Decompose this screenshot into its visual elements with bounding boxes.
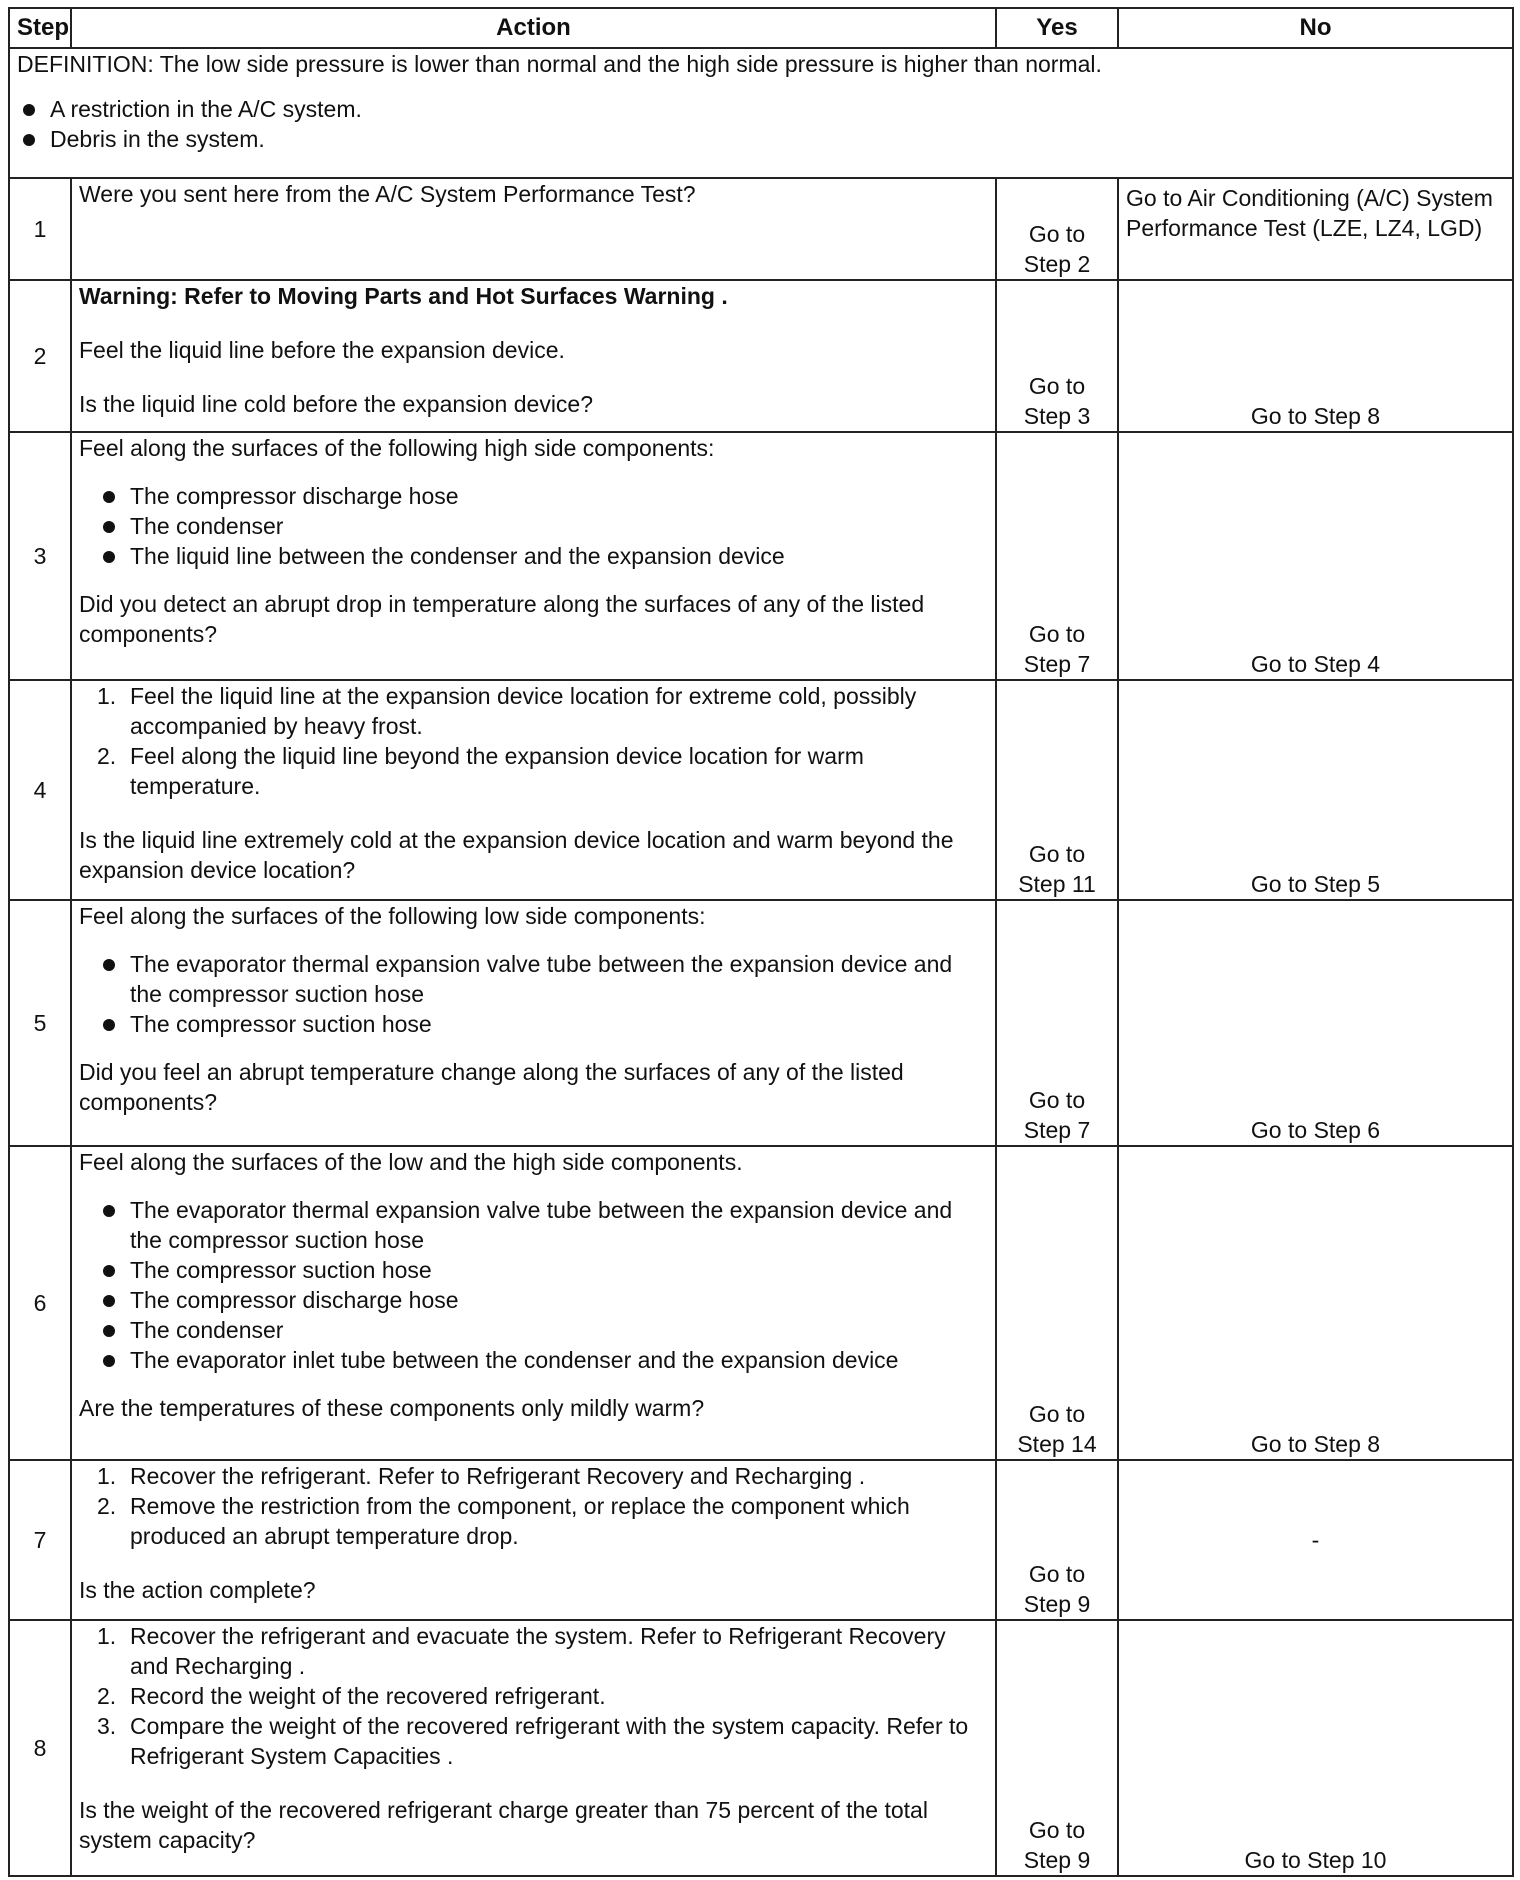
- list-item: 2. Record the weight of the recovered refrigerant.: [97, 1683, 606, 1709]
- no-cell: Go to Air Conditioning (A/C) System Performance Test (LZE, LZ4, LGD): [1118, 178, 1513, 280]
- step-question: Is the weight of the recovered refrigerant charge greater than 75 percent of the total system capacity?: [79, 1797, 928, 1853]
- table-row: [9, 900, 1513, 1146]
- step-number: 3: [9, 432, 71, 680]
- list-item: The condenser: [97, 1315, 988, 1345]
- step-question: Is the liquid line extremely cold at the expansion device location and warm beyond the expansion device location?: [79, 827, 954, 883]
- table-row: [9, 280, 1513, 432]
- action-cell: [71, 680, 996, 900]
- no-cell: Go to Step 8: [1118, 1146, 1513, 1460]
- action-cell: [71, 178, 996, 280]
- step-number: 5: [9, 900, 71, 1146]
- no-cell: Go to Step 4: [1118, 432, 1513, 680]
- component-list: [79, 949, 988, 1039]
- step-question: Is the liquid line cold before the expansion device?: [79, 391, 594, 417]
- list-item: The compressor suction hose: [97, 1255, 988, 1285]
- no-cell: Go to Step 10: [1118, 1620, 1513, 1876]
- header-row: [9, 8, 1513, 48]
- numbered-list: [79, 1621, 988, 1771]
- step-intro: Feel along the surfaces of the following low side components:: [79, 903, 706, 929]
- definition-text: DEFINITION: The low side pressure is lower than normal and the high side pressure is higher than normal.: [17, 51, 1102, 77]
- step-intro: Feel along the surfaces of the following high side components:: [79, 435, 715, 461]
- header-step: Step: [9, 8, 71, 48]
- list-item: 2. Feel along the liquid line beyond the expansion device location for warm temperature.: [97, 743, 864, 799]
- list-item: The evaporator thermal expansion valve tube between the expansion device and the compressor suction hose: [97, 1195, 988, 1255]
- list-item: The condenser: [97, 511, 988, 541]
- no-cell: Go to Step 5: [1118, 680, 1513, 900]
- yes-cell: Go to Step 9: [996, 1620, 1118, 1876]
- list-item: The liquid line between the condenser and the expansion device: [97, 541, 988, 571]
- yes-cell: Go to Step 9: [996, 1460, 1118, 1620]
- warning-text: Warning: Refer to Moving Parts and Hot Surfaces Warning .: [79, 283, 728, 309]
- list-item: 1. Recover the refrigerant. Refer to Refrigerant Recovery and Recharging .: [97, 1463, 866, 1489]
- step-question: Are the temperatures of these components only mildly warm?: [79, 1395, 705, 1421]
- diagnostic-table: [8, 7, 1514, 1877]
- no-cell: Go to Step 6: [1118, 900, 1513, 1146]
- table-row: [9, 178, 1513, 280]
- component-list: [79, 481, 988, 571]
- yes-cell: Go to Step 7: [996, 432, 1118, 680]
- definition-cell: [9, 48, 1513, 178]
- table-row: [9, 432, 1513, 680]
- action-cell: [71, 1460, 996, 1620]
- list-item: The compressor suction hose: [97, 1009, 988, 1039]
- no-cell: -: [1118, 1460, 1513, 1620]
- action-cell: [71, 280, 996, 432]
- step-number: 7: [9, 1460, 71, 1620]
- header-no: No: [1118, 8, 1513, 48]
- table-row: [9, 1620, 1513, 1876]
- list-item: The evaporator inlet tube between the condenser and the expansion device: [97, 1345, 988, 1375]
- table-row: [9, 680, 1513, 900]
- table-row: [9, 1460, 1513, 1620]
- yes-cell: Go to Step 3: [996, 280, 1118, 432]
- step-text: Feel the liquid line before the expansion device.: [79, 337, 565, 363]
- step-number: 2: [9, 280, 71, 432]
- list-item: 2. Remove the restriction from the component, or replace the component which produced an abrupt temperature drop.: [97, 1493, 910, 1549]
- header-action: Action: [71, 8, 996, 48]
- numbered-list: [79, 681, 988, 801]
- list-item: 1. Feel the liquid line at the expansion device location for extreme cold, possibly accompanied by heavy frost.: [97, 683, 917, 739]
- action-cell: [71, 432, 996, 680]
- step-question: Were you sent here from the A/C System Performance Test?: [79, 181, 696, 207]
- step-number: 6: [9, 1146, 71, 1460]
- list-item: Debris in the system.: [17, 124, 1505, 154]
- list-item: The evaporator thermal expansion valve tube between the expansion device and the compressor suction hose: [97, 949, 988, 1009]
- action-cell: [71, 1620, 996, 1876]
- header-yes: Yes: [996, 8, 1118, 48]
- step-number: 8: [9, 1620, 71, 1876]
- yes-cell: Go to Step 7: [996, 900, 1118, 1146]
- no-cell: Go to Step 8: [1118, 280, 1513, 432]
- step-question: Did you feel an abrupt temperature change along the surfaces of any of the listed components?: [79, 1059, 904, 1115]
- component-list: [79, 1195, 988, 1375]
- step-intro: Feel along the surfaces of the low and the high side components.: [79, 1149, 743, 1175]
- action-cell: [71, 1146, 996, 1460]
- list-item: 1. Recover the refrigerant and evacuate the system. Refer to Refrigerant Recovery and Recharging .: [97, 1623, 946, 1679]
- table-row: [9, 1146, 1513, 1460]
- definition-row: [9, 48, 1513, 178]
- step-question: Did you detect an abrupt drop in temperature along the surfaces of any of the listed components?: [79, 591, 925, 647]
- yes-cell: Go to Step 11: [996, 680, 1118, 900]
- step-question: Is the action complete?: [79, 1577, 316, 1603]
- list-item: 3. Compare the weight of the recovered refrigerant with the system capacity. Refer to Refrigerant System Capacities .: [97, 1713, 969, 1769]
- yes-cell: Go to Step 14: [996, 1146, 1118, 1460]
- step-number: 4: [9, 680, 71, 900]
- yes-cell: Go to Step 2: [996, 178, 1118, 280]
- step-number: 1: [9, 178, 71, 280]
- action-cell: [71, 900, 996, 1146]
- definition-causes: [17, 94, 1505, 154]
- list-item: The compressor discharge hose: [97, 1285, 988, 1315]
- list-item: A restriction in the A/C system.: [17, 94, 1505, 124]
- list-item: The compressor discharge hose: [97, 481, 988, 511]
- numbered-list: [79, 1461, 988, 1551]
